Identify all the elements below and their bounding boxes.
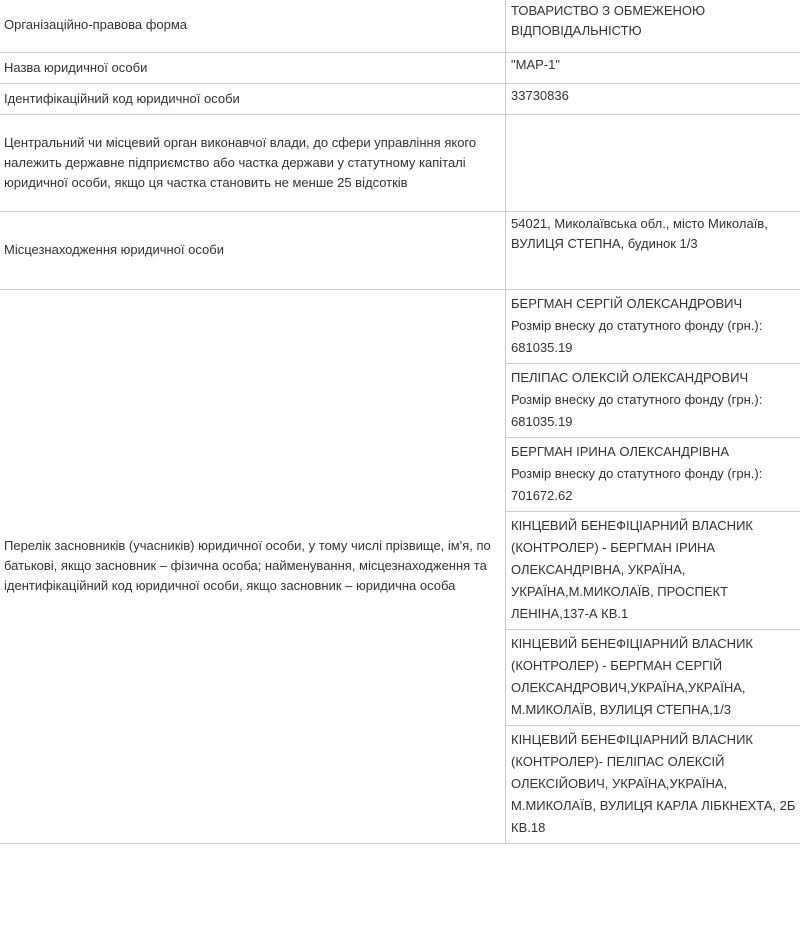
beneficiary-entry: КІНЦЕВИЙ БЕНЕФІЦІАРНИЙ ВЛАСНИК (КОНТРОЛЕР)- ПЕЛІПАС ОЛЕКСІЙ ОЛЕКСІЙОВИЧ, УКРАЇНА,УКРАЇНА, М.МИКОЛАЇВ, ВУЛИЦЯ КАРЛА ЛІБКНЕХТА, 2Б КВ.18 (511, 732, 796, 835)
contribution-label: Розмір внеску до статутного фонду (грн.): (511, 466, 763, 481)
founder-name: ПЕЛІПАС ОЛЕКСІЙ ОЛЕКСАНДРОВИЧ (511, 370, 749, 385)
table-row (0, 84, 800, 115)
governing-body-label: Центральний чи місцевий орган виконавчої влади, до сфери управління якого належить державне підприємство або частка держави у статутному капіталі юридичної особи, якщо ця частка становить не менше 25 відсотків (0, 115, 506, 212)
founder-name: БЕРГМАН СЕРГІЙ ОЛЕКСАНДРОВИЧ (511, 296, 743, 311)
location-label: Місцезнаходження юридичної особи (0, 212, 506, 290)
founder-contribution (511, 315, 797, 359)
founder-entry (506, 438, 800, 512)
contribution-amount: 701672.62 (511, 488, 573, 503)
legal-form-label: Організаційно-правова форма (0, 0, 506, 53)
entity-code-label: Ідентифікаційний код юридичної особи (0, 84, 506, 115)
founders-label: Перелік засновників (учасників) юридичної особи, у тому числі прізвище, ім'я, по батькові, якщо засновник – фізична особа; найменування, місцезнаходження та ідентифікаційний код юридичної особи, якщо засновник – юридична особа (0, 290, 506, 844)
contribution-label: Розмір внеску до статутного фонду (грн.): (511, 392, 763, 407)
founders-list (506, 290, 800, 844)
table-row (0, 212, 800, 290)
table-row (0, 53, 800, 84)
entity-name-value: "МАР-1" (506, 53, 800, 84)
entity-code-value: 33730836 (506, 84, 800, 115)
beneficiary-entry: КІНЦЕВИЙ БЕНЕФІЦІАРНИЙ ВЛАСНИК (КОНТРОЛЕР) - БЕРГМАН ІРИНА ОЛЕКСАНДРІВНА, УКРАЇНА, УКРАЇНА,М.МИКОЛАЇВ, ПРОСПЕКТ ЛЕНІНА,137-А КВ.1 (506, 512, 800, 630)
contribution-label: Розмір внеску до статутного фонду (грн.): (511, 318, 763, 333)
table-row (0, 290, 800, 844)
contribution-amount: 681035.19 (511, 340, 573, 355)
founder-contribution (511, 389, 797, 433)
founder-entry (506, 290, 800, 364)
beneficiary-entry: КІНЦЕВИЙ БЕНЕФІЦІАРНИЙ ВЛАСНИК (КОНТРОЛЕР) - БЕРГМАН СЕРГІЙ ОЛЕКСАНДРОВИЧ,УКРАЇНА,УКРАЇНА, М.МИКОЛАЇВ, ВУЛИЦЯ СТЕПНА,1/3 (506, 630, 800, 726)
legal-form-value: ТОВАРИСТВО З ОБМЕЖЕНОЮ ВІДПОВІДАЛЬНІСТЮ (506, 0, 800, 53)
table-row (0, 115, 800, 212)
table-row (0, 0, 800, 53)
contribution-amount: 681035.19 (511, 414, 573, 429)
founder-name: БЕРГМАН ІРИНА ОЛЕКСАНДРІВНА (511, 444, 729, 459)
founder-entry (506, 364, 800, 438)
governing-body-value (506, 115, 800, 212)
location-value: 54021, Миколаївська обл., місто Миколаїв, ВУЛИЦЯ СТЕПНА, будинок 1/3 (506, 212, 800, 290)
entity-name-label: Назва юридичної особи (0, 53, 506, 84)
founder-contribution (511, 463, 797, 507)
